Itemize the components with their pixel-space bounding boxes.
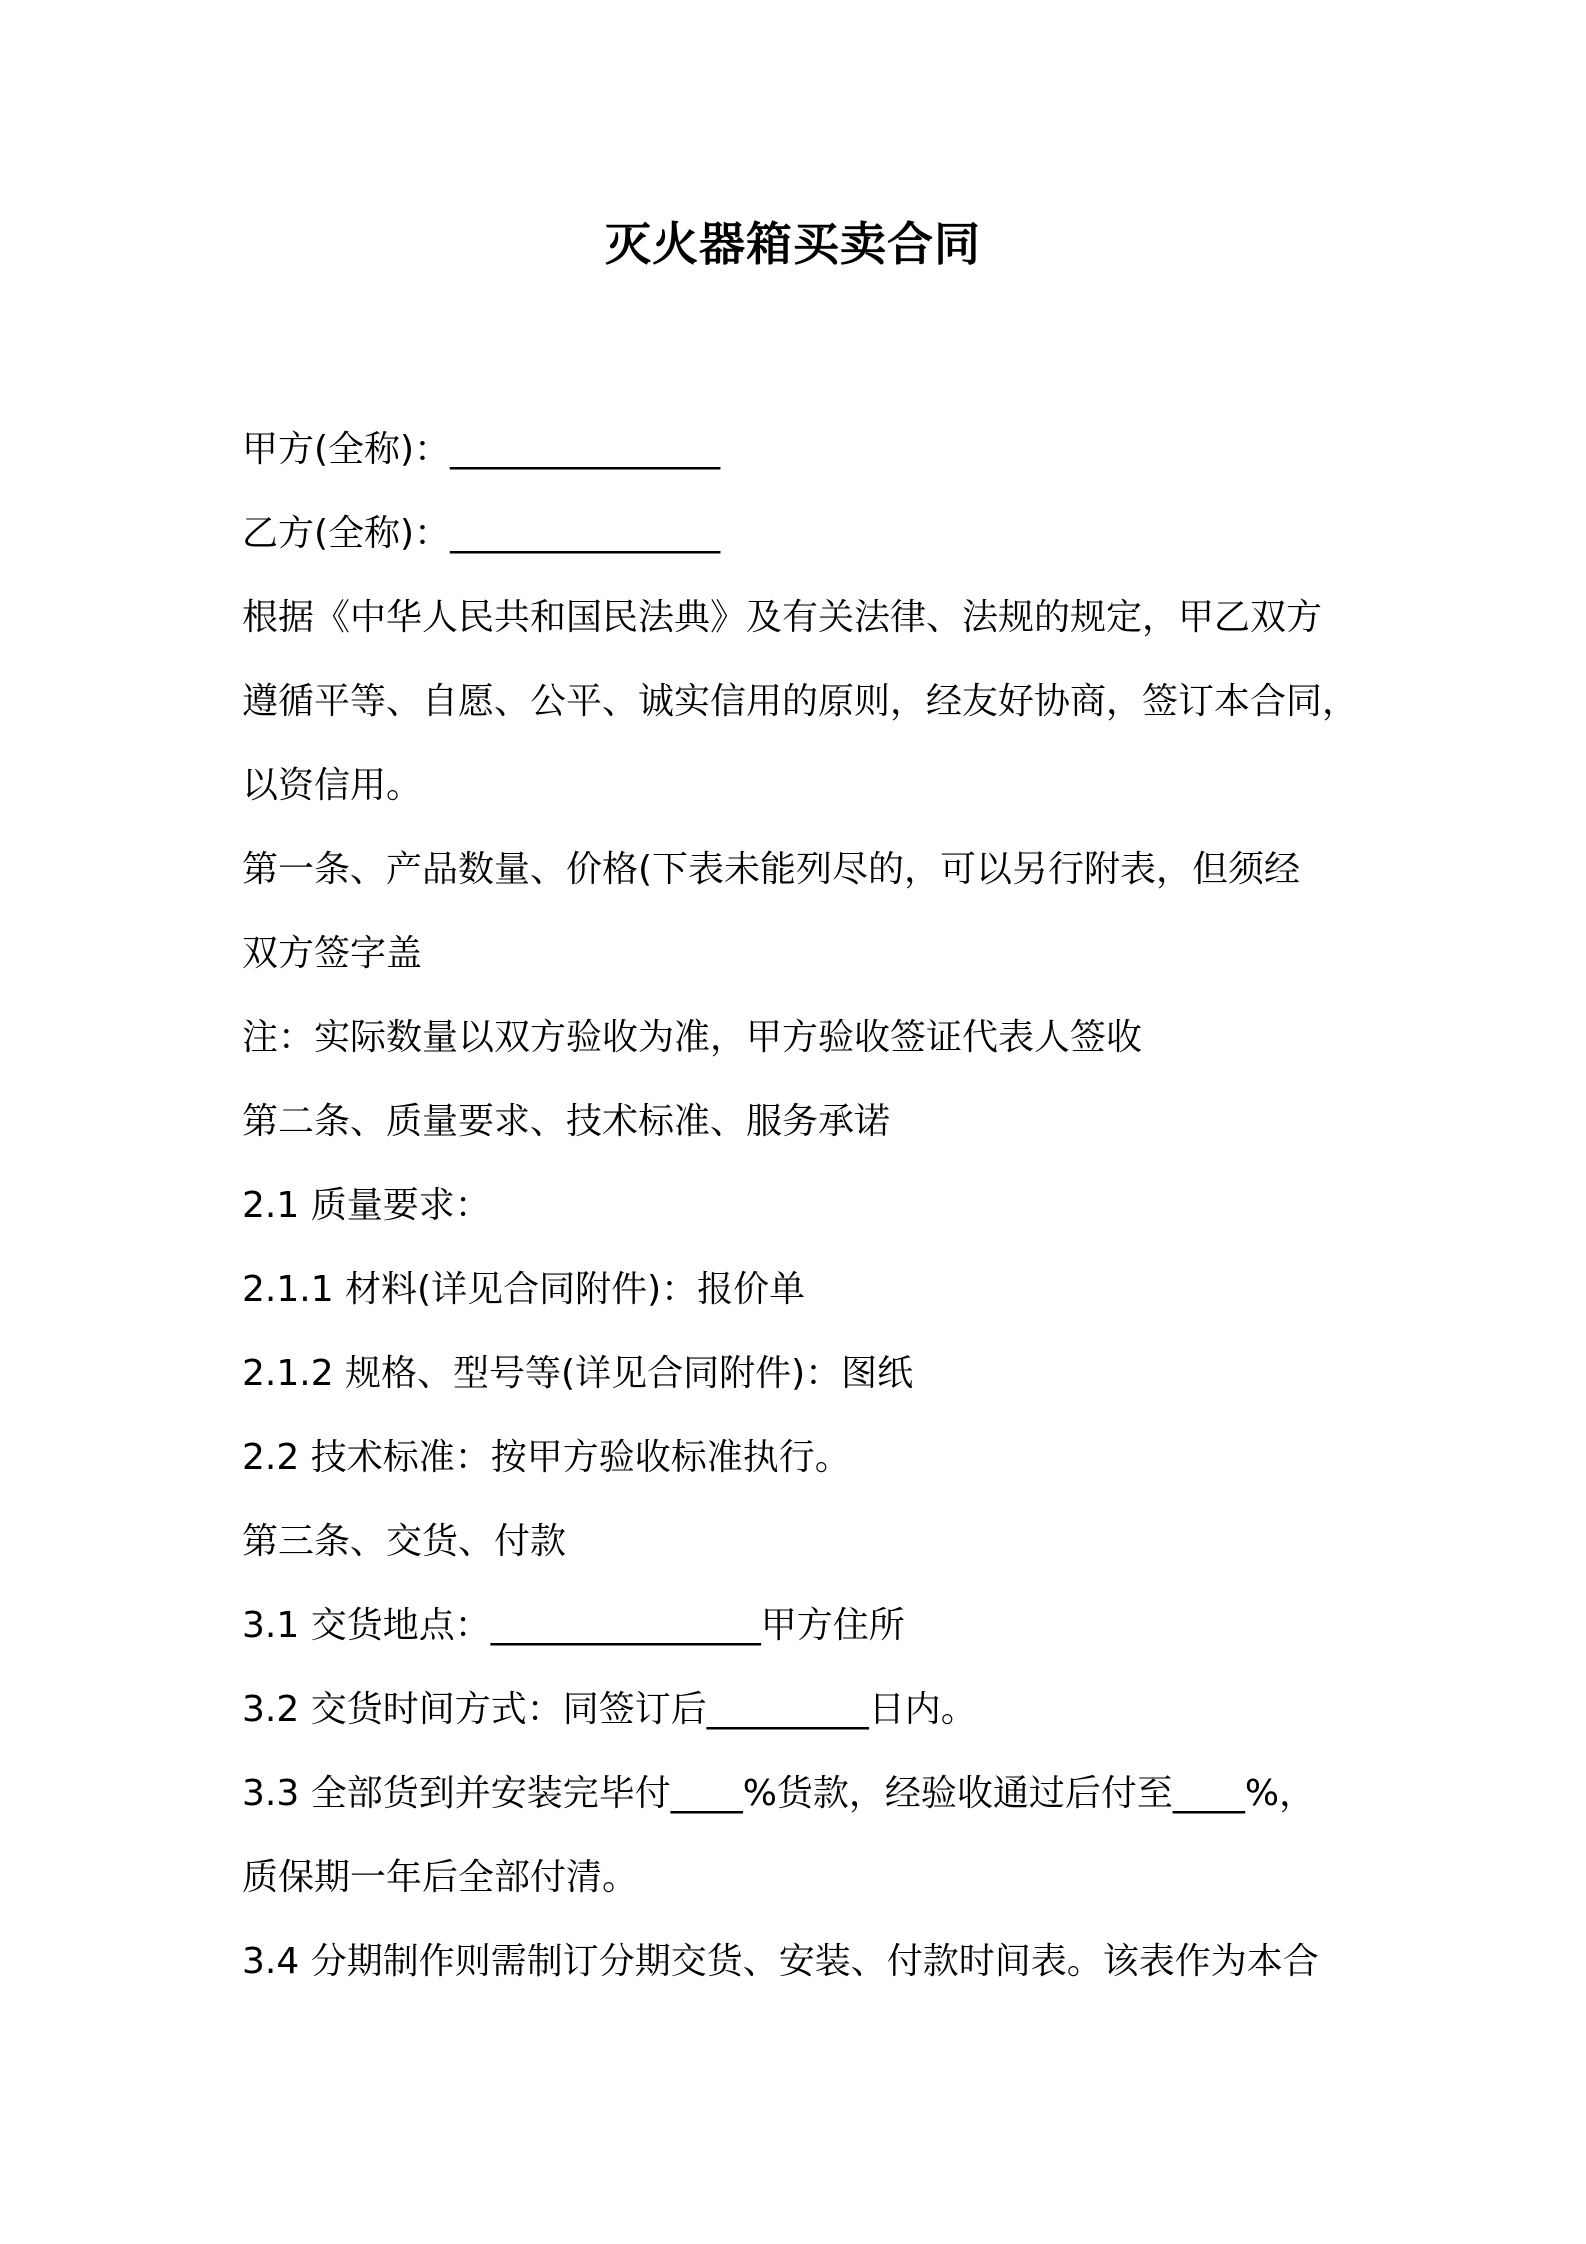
- article-3-heading: 第三条、交货、付款: [242, 1521, 567, 1562]
- article-2-heading: 第二条、质量要求、技术标准、服务承诺: [242, 1101, 891, 1142]
- note-line: 注：实际数量以双方验收为准，甲方验收签证代表人签收: [242, 1017, 1143, 1058]
- clause-2-1-1: 2.1.1 材料(详见合同附件)：报价单: [242, 1269, 806, 1310]
- document-body: [242, 408, 1358, 2004]
- article-1-heading-line-2: 双方签字盖: [242, 933, 423, 974]
- clause-2-1-2: 2.1.2 规格、型号等(详见合同附件)：图纸: [242, 1353, 914, 1394]
- clause-3-3-line-2: 质保期一年后全部付清。: [242, 1857, 639, 1898]
- clause-3-1: 3.1 交货地点：_______________甲方住所: [242, 1605, 905, 1646]
- article-1-heading-line-1: 第一条、产品数量、价格(下表未能列尽的，可以另行附表，但须经: [242, 849, 1301, 890]
- party-b-line: 乙方(全称)：_______________: [242, 513, 721, 554]
- party-a-line: 甲方(全称)：_______________: [242, 429, 721, 470]
- clause-3-2: 3.2 交货时间方式：同签订后_________日内。: [242, 1689, 977, 1730]
- preamble-line-3: 以资信用。: [242, 765, 423, 806]
- preamble-line-1: 根据《中华人民共和国民法典》及有关法律、法规的规定，甲乙双方: [242, 597, 1323, 638]
- clause-2-2: 2.2 技术标准：按甲方验收标准执行。: [242, 1437, 851, 1478]
- preamble-line-2: 遵循平等、自愿、公平、诚实信用的原则，经友好协商，签订本合同，: [242, 681, 1359, 722]
- clause-2-1: 2.1 质量要求：: [242, 1185, 491, 1226]
- clause-3-4-line-1: 3.4 分期制作则需制订分期交货、安装、付款时间表。该表作为本合: [242, 1941, 1319, 1982]
- document-title: 灭火器箱买卖合同: [605, 217, 981, 271]
- clause-3-3-line-1: 3.3 全部货到并安装完毕付____%货款，经验收通过后付至____%，: [242, 1773, 1316, 1814]
